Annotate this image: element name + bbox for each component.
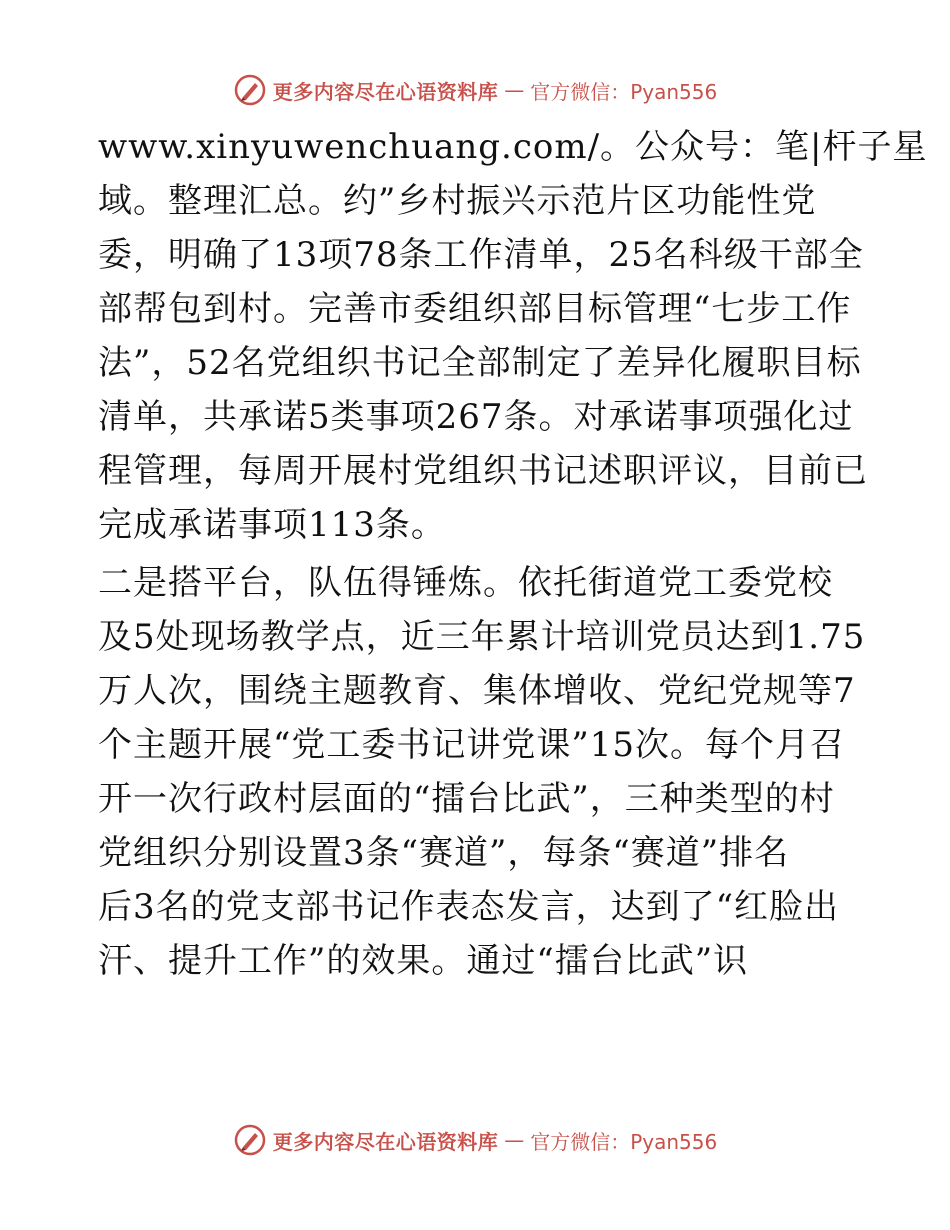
- header-banner: [0, 70, 950, 110]
- footer-banner-contact: 官方微信：Pyan556: [530, 1129, 718, 1154]
- text-line: 二是搭平台，队伍得锤炼。依托街道党工委党校: [98, 563, 833, 603]
- text-line: 党组织分别设置3条“赛道”，每条“赛道”排名: [98, 833, 790, 873]
- header-banner-separator: —: [504, 78, 525, 102]
- text-line: 万人次，围绕主题教育、集体增收、党纪党规等7: [98, 671, 856, 711]
- text-line: 后3名的党支部书记作表态发言，达到了“红脸出: [98, 887, 840, 927]
- text-line: 清单，共承诺5类事项267条。对承诺事项强化过: [98, 397, 854, 437]
- paragraph-1: [98, 120, 928, 552]
- text-line: 程管理，每周开展村党组织书记述职评议，目前已: [98, 451, 868, 491]
- footer-banner-separator: —: [504, 1128, 525, 1152]
- text-line: 委，明确了13项78条工作清单，25名科级干部全: [98, 235, 864, 275]
- text-line: 域。整理汇总。约”乡村振兴示范片区功能性党: [98, 181, 817, 221]
- text-line: 开一次行政村层面的“擂台比武”，三种类型的村: [98, 779, 835, 819]
- text-line: 汗、提升工作”的效果。通过“擂台比武”识: [98, 941, 749, 981]
- text-line: www.xinyuwenchuang.com/。公众号：笔|杆子星: [98, 127, 928, 167]
- pen-logo-icon: [233, 73, 267, 107]
- text-line: 法”，52名党组织书记全部制定了差异化履职目标: [98, 343, 862, 383]
- pen-logo-icon: [233, 1123, 267, 1157]
- footer-banner: [0, 1120, 950, 1160]
- text-line: 及5处现场教学点，近三年累计培训党员达到1.75: [98, 617, 866, 657]
- document-body: [98, 120, 928, 988]
- paragraph-2: [98, 556, 866, 988]
- text-line: 完成承诺事项113条。: [98, 505, 446, 545]
- header-banner-title: 更多内容尽在心语资料库: [272, 79, 499, 104]
- text-line: 个主题开展“党工委书记讲党课”15次。每个月召: [98, 725, 846, 765]
- footer-banner-title: 更多内容尽在心语资料库: [272, 1129, 499, 1154]
- text-line: 部帮包到村。完善市委组织部目标管理“七步工作: [98, 289, 852, 329]
- header-banner-contact: 官方微信：Pyan556: [530, 79, 718, 104]
